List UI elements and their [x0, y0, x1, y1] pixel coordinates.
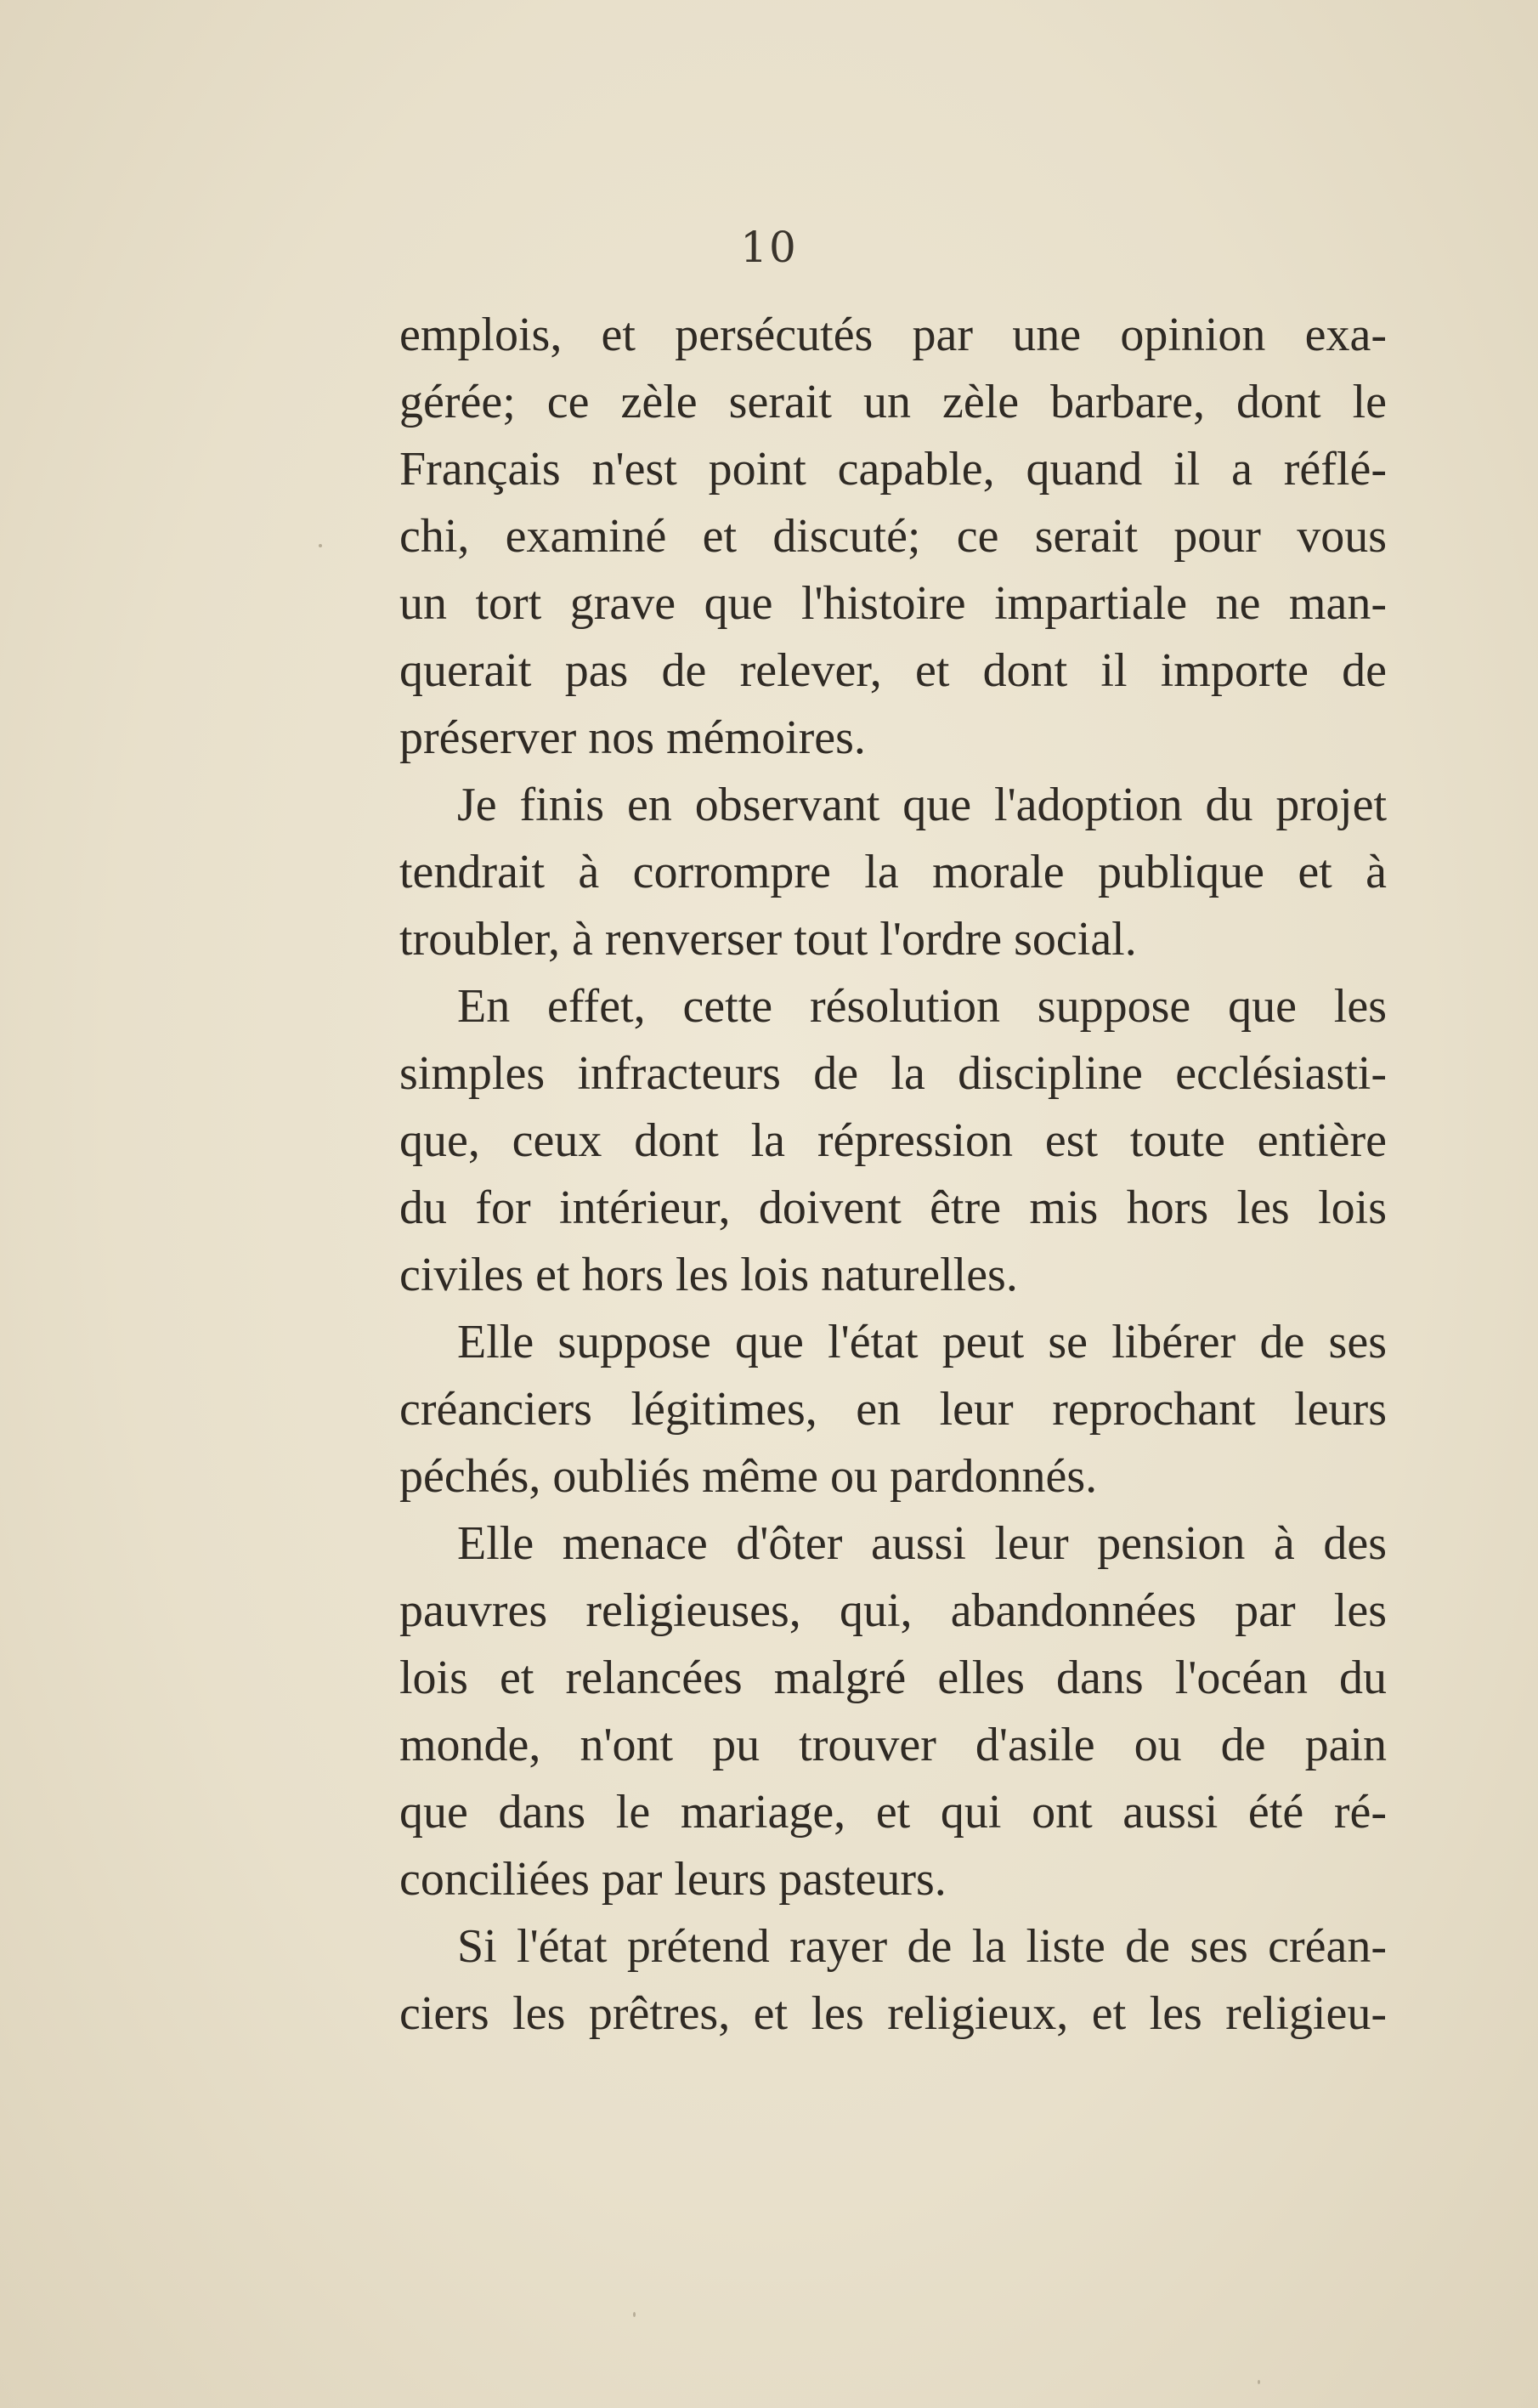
- text-line: un tort grave que l'histoire impartiale ne man-: [399, 577, 1387, 630]
- text-line: ciers les prêtres, et les religieux, et les religieu-: [399, 1987, 1387, 2040]
- text-line: Je finis en observant que l'adoption du projet: [457, 779, 1387, 831]
- text-line: gérée; ce zèle serait un zèle barbare, dont le: [399, 376, 1387, 428]
- text-line: querait pas de relever, et dont il importe de: [399, 644, 1387, 697]
- text-line: conciliées par leurs pasteurs.: [399, 1853, 947, 1906]
- text-line: péchés, oubliés même ou pardonnés.: [399, 1450, 1098, 1503]
- text-line: chi, examiné et discuté; ce serait pour vous: [399, 510, 1387, 563]
- text-line: lois et relancées malgré elles dans l'océan du: [399, 1652, 1387, 1704]
- text-line: simples infracteurs de la discipline ecclésiasti-: [399, 1047, 1387, 1100]
- text-line: pauvres religieuses, qui, abandonnées par les: [399, 1584, 1387, 1637]
- text-line: Français n'est point capable, quand il a réflé-: [399, 443, 1387, 496]
- text-line: En effet, cette résolution suppose que les: [457, 980, 1387, 1033]
- text-line: du for intérieur, doivent être mis hors les lois: [399, 1181, 1387, 1234]
- text-line: que dans le mariage, et qui ont aussi été ré-: [399, 1786, 1387, 1839]
- text-line: préserver nos mémoires.: [399, 711, 866, 764]
- paper-speck: [633, 2312, 636, 2317]
- text-line: monde, n'ont pu trouver d'asile ou de pain: [399, 1719, 1387, 1771]
- text-line: tendrait à corrompre la morale publique et à: [399, 846, 1387, 898]
- paper-speck: [1258, 2380, 1260, 2384]
- text-line: Si l'état prétend rayer de la liste de ses créan-: [457, 1920, 1387, 1973]
- text-line: troubler, à renverser tout l'ordre social.: [399, 913, 1137, 966]
- text-line: emplois, et persécutés par une opinion exa-: [399, 309, 1387, 361]
- body-text: [399, 302, 1387, 2048]
- text-line: que, ceux dont la répression est toute entière: [399, 1114, 1387, 1167]
- text-line: créanciers légitimes, en leur reprochant leurs: [399, 1383, 1387, 1436]
- paper-speck: [319, 544, 322, 547]
- text-line: Elle suppose que l'état peut se libérer de ses: [457, 1316, 1387, 1368]
- page-number: 10: [740, 223, 798, 272]
- text-line: Elle menace d'ôter aussi leur pension à des: [457, 1517, 1387, 1570]
- text-line: civiles et hors les lois naturelles.: [399, 1249, 1018, 1301]
